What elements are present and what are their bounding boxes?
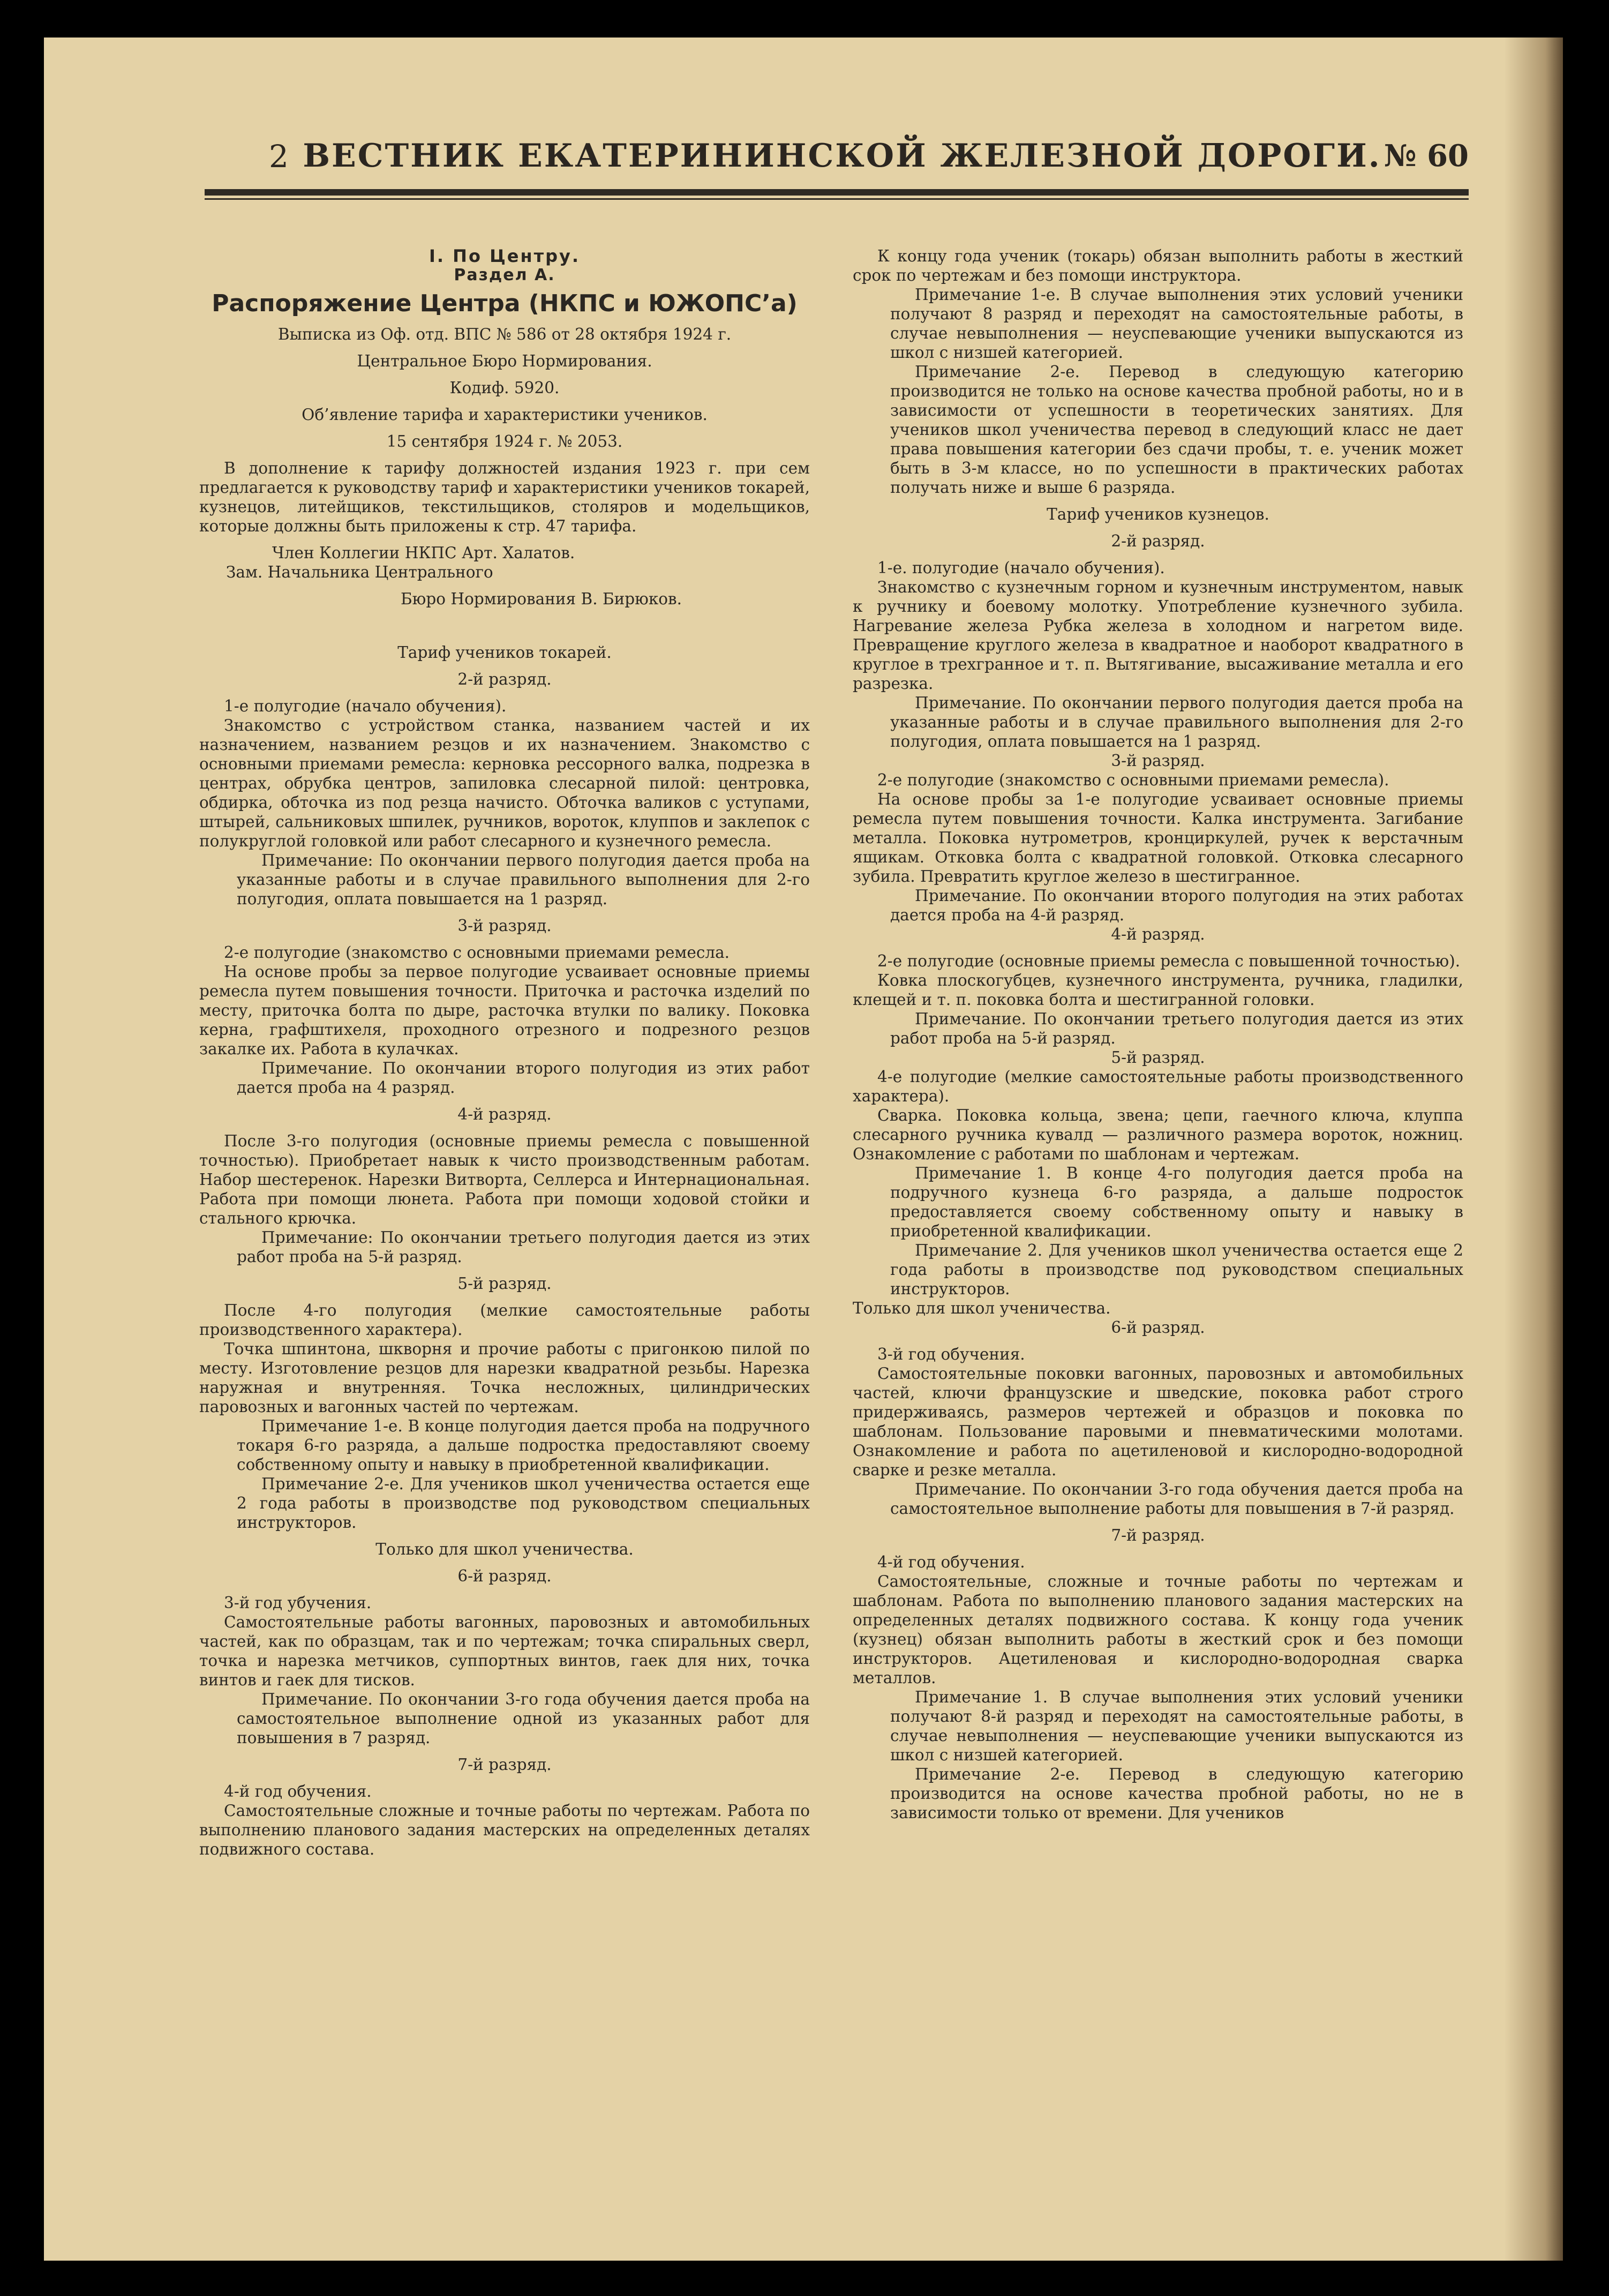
body-paragraph: Самостоятельные поковки вагонных, паровозных и автомобильных частей, ключи французские и шведские, поковка работ строго придерживаясь, размеров чертежей и образцов и поковка по шаблонам. Пользование паровыми и пневматическими молотами. Ознакомление и работа по ацетиленовой и кислородно-водородной сварке и резке металла.	[853, 1364, 1463, 1479]
rank-heading: 6-й разряд.	[457, 1567, 552, 1585]
subsection-heading: Раздел А.	[454, 266, 555, 284]
rank-heading: 5-й разряд.	[1111, 1048, 1205, 1067]
order-title: Распоряжение Центра (НКПС и ЮЖОПС’а)	[212, 290, 798, 317]
rank-heading: 6-й разряд.	[1111, 1318, 1205, 1337]
half-year-line: 1-е полугодие (начало обучения).	[224, 697, 507, 715]
body-paragraph: На основе пробы за 1-е полугодие усваивает основные приемы ремесла путем повышения точности. Калка инструмента. Загибание металла. Поковка нутрометров, кронциркулей, ручек к верстачным ящикам. Отковка болта с квадратной головкой. Отковка слесарного зубила. Превратить круглое железо в шестигранное.	[853, 790, 1463, 886]
note-paragraph: Примечание: По окончании третьего полугодия дается из этих работ проба на 5-й разряд.	[237, 1228, 810, 1266]
body-paragraph: Точка шпинтона, шкворня и прочие работы с пригонкою пилой по месту. Изготовление резцов для нарезки квадратной резьбы. Нарезка наружная и внутренняя. Точка несложных, цилиндрических паровозных и вагонных частей по чертежам.	[199, 1340, 810, 1416]
codif-line: Кодиф. 5920.	[449, 379, 560, 397]
signature-3: Бюро Нормирования В. Бирюков.	[401, 590, 682, 608]
note-paragraph: Примечание 2-е. Для учеников школ ученичества остается еще 2 года работы в производстве под руководством специальных инструкторов.	[237, 1475, 810, 1532]
note-paragraph: Примечание. По окончании 3-го года обучения дается проба на самостоятельное выполнение одной из указанных работ для повышения в 7 разряд.	[237, 1690, 810, 1747]
half-year-line: 2-е полугодие (основные приемы ремесла с повышенной точностью).	[877, 952, 1461, 970]
header-rule-thick	[205, 189, 1469, 196]
extract-line: Выписка из Оф. отд. ВПС № 586 от 28 октября 1924 г.	[277, 325, 732, 343]
rank-heading: 7-й разряд.	[1111, 1526, 1205, 1544]
note-paragraph: Примечание 2-е. Перевод в следующую категорию производится не только на основе качества пробной работы, но и в зависимости от успешности в теоретических занятиях. Для учеников школ ученичества перевод в следующий класс не дает права повышения категории без сдачи пробы, т. е. ученик может быть в 3-м классе, но по успешности в практических работах получать ниже и выше 6 разряда.	[890, 363, 1463, 497]
tariff-title-turners: Тариф учеников токарей.	[397, 643, 612, 662]
body-paragraph: Самостоятельные сложные и точные работы по чертежам. Работа по выполнению планового задания мастерских на определенных деталях подвижного состава.	[199, 1802, 810, 1858]
rank-heading: 3-й разряд.	[1111, 752, 1205, 770]
bureau-line: Центральное Бюро Нормирования.	[357, 352, 652, 370]
note-paragraph: Примечание 1. В случае выполнения этих условий ученики получают 8-й разряд и переходят на самостоятельные работы, в случае невыполнения — неуспевающие ученики выпускаются из школ с низшей категорией.	[890, 1688, 1463, 1764]
body-paragraph: Самостоятельные работы вагонных, паровозных и автомобильных частей, как по образцам, так и по чертежам; точка спиральных сверл, точка и нарезка метчиков, суппортных винтов, гаек для них, точка винтов и гаек для тисков.	[199, 1613, 810, 1689]
page-number: 2	[269, 138, 289, 175]
year-line: 4-й год обучения.	[877, 1553, 1025, 1571]
note-paragraph: Примечание. По окончании первого полугодия дается проба на указанные работы и в случае правильного выполнения для 2-го полугодия, оплата повышается на 1 разряд.	[890, 694, 1463, 751]
note-paragraph: Примечание. По окончании второго полугодия из этих работ дается проба на 4 разряд.	[237, 1059, 810, 1097]
body-paragraph: Сварка. Поковка кольца, звена; цепи, гаечного ключа, клуппа слесарного ручника кувалд — различного размера вороток, ножниц. Ознакомление с работами по шаблонам и чертежам.	[853, 1106, 1463, 1163]
note-paragraph: Примечание. По окончании 3-го года обучения дается проба на самостоятельное выполнение работы для повышения в 7-й разряд.	[890, 1480, 1463, 1518]
issue-number: № 60	[1384, 138, 1469, 174]
rank-heading: 7-й разряд.	[457, 1755, 552, 1774]
header-rule-thin	[205, 198, 1469, 200]
note-paragraph: Примечание. По окончании третьего полугодия дается из этих работ проба на 5-й разряд.	[890, 1010, 1463, 1047]
year-line: 3-й год обучения.	[877, 1345, 1025, 1363]
section-heading: I. По Центру.	[428, 246, 581, 266]
body-paragraph: Знакомство с кузнечным горном и кузнечным инструментом, навык к ручнику и боевому молотку. Употребление кузнечного зубила. Нагревание железа Рубка железа в холодном и нагретом виде. Превращение круглого железа в квадратное и наоборот квадратного в круглое в трехгранное и т. п. Вытягивание, высаживание металла и его разрезка.	[853, 578, 1463, 693]
rank-heading: 2-й разряд.	[457, 670, 552, 688]
note-paragraph: Примечание 2-е. Перевод в следующую категорию производится на основе качества пробной работы, но не в зависимости только от времени. Для учеников	[890, 1765, 1463, 1822]
rank-heading: 4-й разряд.	[457, 1105, 552, 1123]
body-paragraph: После 3-го полугодия (основные приемы ремесла с повышенной точностью). Приобретает навык к чисто производственным работам. Набор шестеренок. Нарезки Витворта, Селлерса и Интернациональная. Работа при помощи люнета. Работа при помощи ходовой стойки и стального крючка.	[199, 1132, 810, 1227]
half-year-line: 2-е полугодие (знакомство с основными приемами ремесла.	[224, 943, 730, 962]
date-line: 15 сентября 1924 г. № 2053.	[386, 432, 623, 451]
note-paragraph: Примечание 1. В конце 4-го полугодия дается проба на подручного кузнеца 6-го разряда, а дальше подросток предоставляется своему собственному опыту и навыку в приобретенной квалификации.	[890, 1164, 1463, 1240]
body-paragraph: На основе пробы за первое полугодие усваивает основные приемы ремесла путем повышения точности. Приточка и расточка изделий по месту, приточка болта по дыре, расточка втулки по валику. Поковка керна, графштихеля, проходного отрезного и подрезного резцов закалке их. Работа в кулачках.	[199, 963, 810, 1058]
note-paragraph: Примечание 1-е. В конце полугодия дается проба на подручного токаря 6-го разряда, а дальше подростка предоставляют своему собственному опыту и навыку в приобретенной квалификации.	[237, 1417, 810, 1474]
year-line: 4-й год обучения.	[224, 1782, 372, 1800]
rank-heading: 4-й разряд.	[1111, 925, 1205, 943]
half-year-line: 1-е. полугодие (начало обучения).	[877, 559, 1165, 577]
year-line: 3-й год убучения.	[224, 1594, 372, 1612]
schools-only-line: Только для школ ученичества.	[375, 1540, 634, 1558]
right-column	[853, 246, 1463, 1822]
signature-1: Член Коллегии НКПС Арт. Халатов.	[272, 544, 575, 562]
rank-heading: 3-й разряд.	[457, 917, 552, 935]
masthead-title: ВЕСТНИК ЕКАТЕРИНИНСКОЙ ЖЕЛЕЗНОЙ ДОРОГИ.	[303, 137, 1381, 175]
body-paragraph: Знакомство с устройством станка, названием частей и их назначением, названием резцов и их назначением. Знакомство с основными приемами ремесла: керновка рессорного валка, подрезка в центрах, обрубка центров, запиловка слесарной пилой: центровка, обдирка, обточка из под резца начисто. Обточка валиков с уступами, штырей, сальниковых шпилек, ручников, вороток, клуппов и заклепок с полукруглой головкой или работ слесарного и кузнечного ремесла.	[199, 716, 810, 850]
note-paragraph: Примечание: По окончании первого полугодия дается проба на указанные работы и в случае правильного выполнения для 2-го полугодия, оплата повышается на 1 разряд.	[237, 851, 810, 908]
half-year-line: 4-е полугодие (мелкие самостоятельные работы производственного характера).	[853, 1068, 1463, 1105]
body-paragraph: После 4-го полугодия (мелкие самостоятельные работы производственного характера).	[199, 1301, 810, 1339]
half-year-line: 2-е полугодие (знакомство с основными приемами ремесла).	[877, 771, 1389, 789]
rank-heading: 5-й разряд.	[457, 1274, 552, 1293]
announce-line: Об’явление тарифа и характеристики учеников.	[302, 406, 708, 424]
rank-heading: 2-й разряд.	[1111, 532, 1205, 550]
schools-only-line: Только для школ ученичества.	[853, 1299, 1111, 1317]
body-paragraph: К концу года ученик (токарь) обязан выполнить работы в жесткий срок по чертежам и без помощи инструктора.	[853, 247, 1463, 284]
left-column	[199, 246, 810, 1859]
newspaper-page	[44, 37, 1563, 2261]
note-paragraph: Примечание. По окончании второго полугодия на этих работах дается проба на 4-й разряд.	[890, 887, 1463, 924]
body-paragraph: Самостоятельные, сложные и точные работы по чертежам и шаблонам. Работа по выполнению планового задания мастерских на определенных деталях подвижного состава. К концу года ученик (кузнец) обязан выполнить работы в жесткий срок и без помощи инструкторов. Ацетиленовая и кислородно-водородная сварка металлов.	[853, 1572, 1463, 1687]
note-paragraph: Примечание 1-е. В случае выполнения этих условий ученики получают 8 разряд и переходят на самостоятельные работы, в случае невыполнения — неуспевающие ученики выпускаются из школ с низшей категорией.	[890, 286, 1463, 362]
signature-2: Зам. Начальника Центрального	[226, 563, 493, 581]
body-paragraph: Ковка плоскогубцев, кузнечного инструмента, ручника, гладилки, клещей и т. п. поковка болта и шестигранной головки.	[853, 971, 1463, 1009]
tariff-title-smiths: Тариф учеников кузнецов.	[1047, 505, 1269, 523]
note-paragraph: Примечание 2. Для учеников школ ученичества остается еще 2 года работы в производстве под руководством специальных инструкторов.	[890, 1241, 1463, 1298]
page-header	[205, 134, 1479, 182]
intro-paragraph: В дополнение к тарифу должностей издания 1923 г. при сем предлагается к руководству тариф и характеристики учеников токарей, кузнецов, литейщиков, текстильщиков, столяров и модельщиков, которые должны быть приложены к стр. 47 тарифа.	[199, 459, 810, 535]
